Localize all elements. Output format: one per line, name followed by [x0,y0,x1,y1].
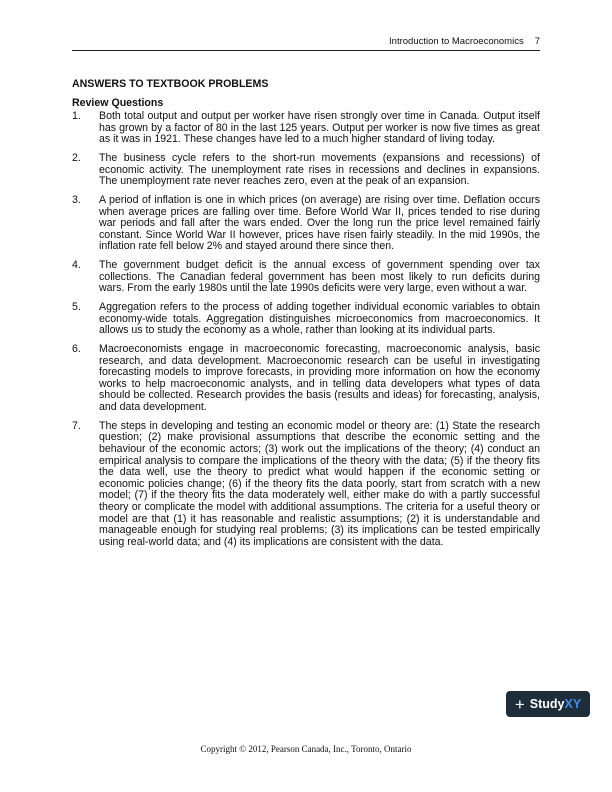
list-item [72,195,540,253]
item-text: Both total output and output per worker have risen strongly over time in Canada. Output itself has grown by a factor of 80 in the last 125 years. Output per worker is now five times as great as it was in 1921. These changes have led to a much higher standard of living today. [99,110,540,146]
item-number: 3. [72,193,81,206]
list-item [72,344,540,414]
item-text: The steps in developing and testing an economic model or theory are: (1) State the research question; (2) make provisional assumptions that describe the economic setting and the behaviour of the economic actors; (3) work out the implications of the theory; (4) conduct an empirical analysis to compare the implications of the theory with the data; (5) if the theory fits the data well, use the theory to predict what would happen if the economic setting or economic policies change; (6) if the theory fits the data poorly, start from scratch with a new model; (7) if the theory fits the data moderately well, either make do with a partly successful theory or complicate the model with additional assumptions. The criteria for a useful theory or model are that (1) it has reasonable and realistic assumptions; (2) it is understandable and manageable enough for studying real problems; (3) its implications can be tested empirically using real-world data; and (4) its implications are consistent with the data. [99,419,540,548]
list-item [72,153,540,188]
item-number: 7. [72,419,81,432]
item-text: The business cycle refers to the short-run movements (expansions and recessions) of economic activity. The unemployment rate rises in recessions and declines in expansions. The unemployment rate never reaches zero, even at the peak of an expansion. [99,151,540,188]
subheading: Review Questions [72,97,164,109]
item-number: 2. [72,151,81,164]
list-item [72,111,540,146]
item-text: Aggregation refers to the process of adding together individual economic variables to obtain economy-wide totals. Aggregation distinguishes microeconomics from macroeconomics. It allows us to study the economy as a whole, rather than looking at its individual parts. [99,301,540,337]
brand-xy: XY [564,697,582,711]
brand-study: Study [529,697,565,711]
studyxy-badge[interactable] [506,691,590,717]
list-item [72,260,540,295]
item-text: A period of inflation is one in which prices (on average) are rising over time. Deflation occurs when average prices are falling over time. Before World War II, prices tended to rise during war periods and fall after the wars ended. Over the long run the price level remained fairly constant. Since World War II however, prices have risen fairly steadily. In the mid 1990s, the inflation rate fell below 2% and stayed around there since then. [99,193,540,253]
item-number: 6. [72,343,81,356]
item-text: The government budget deficit is the annual excess of government spending over tax collections. The Canadian federal government has been most likely to run deficits during wars. From the early 1980s until the late 1990s deficits were very large, even without a war. [99,259,540,295]
page-number: 7 [534,36,540,47]
running-header [72,36,540,51]
copyright-footer: Copyright © 2012, Pearson Canada, Inc., Toronto, Ontario [200,744,412,754]
list-item [72,421,540,549]
item-number: 5. [72,301,81,314]
item-number: 4. [72,259,81,272]
section-heading: ANSWERS TO TEXTBOOK PROBLEMS [72,78,269,90]
review-questions-list [72,111,540,548]
main-content [72,78,540,556]
brand-name [530,697,581,711]
list-item [72,302,540,337]
plus-icon: + [514,694,525,714]
item-text: Macroeconomists engage in macroeconomic forecasting, macroeconomic analysis, basic research, and data development. Macroeconomic research can be useful in investigating forecasting models to improve forecasts, in providing more information on how the economy works to help macroeconomic analysts, and in telling data developers what types of data should be collected. Research provides the basis (results and ideas) for forecasting, analysis, and data development. [99,343,540,413]
item-number: 1. [72,110,81,122]
header-title: Introduction to Macroeconomics [389,36,524,47]
